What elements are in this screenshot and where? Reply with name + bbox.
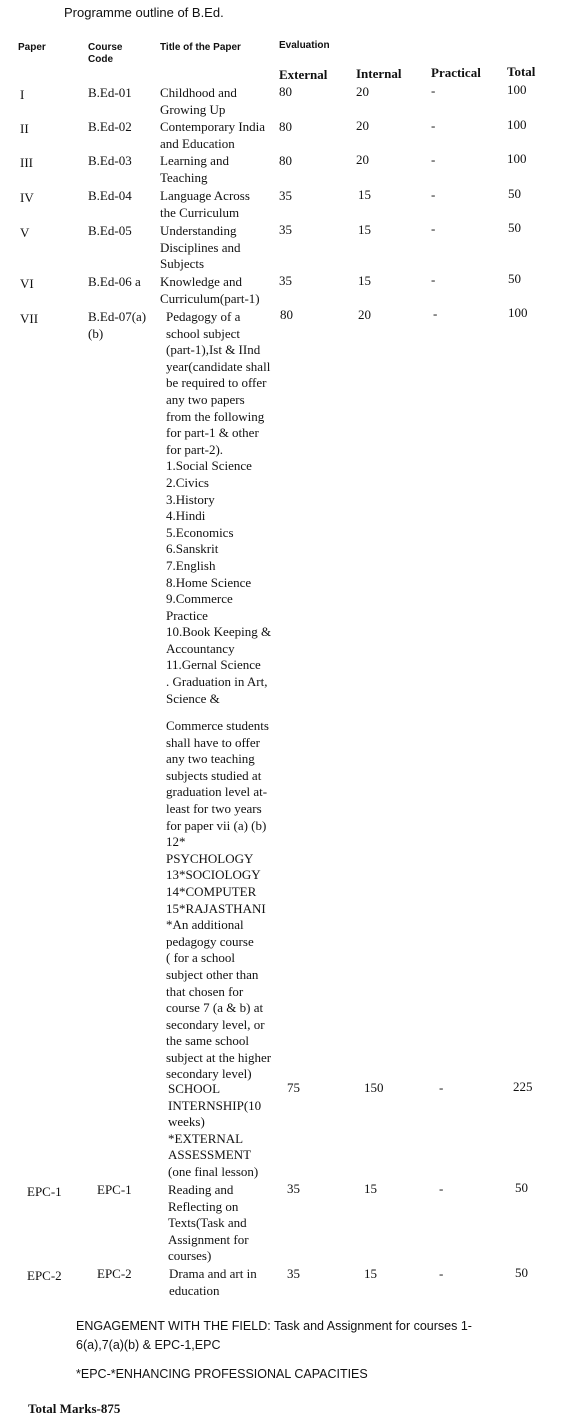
row-1-code: B.Ed-01 xyxy=(88,85,132,100)
epc-1-practical: - xyxy=(439,1181,444,1196)
row-6-practical: - xyxy=(431,272,436,287)
row-4-code: B.Ed-04 xyxy=(88,188,132,203)
page-title: Programme outline of B.Ed. xyxy=(64,5,224,20)
row-1-paper: I xyxy=(20,87,25,102)
header-external: External xyxy=(279,67,328,82)
internship-title: SCHOOL INTERNSHIP(10 weeks) *EXTERNAL ASSESSMENT (one final lesson) xyxy=(168,1081,262,1179)
row-7-code: B.Ed-07(a) (b) xyxy=(88,309,147,341)
epc-1-title: Reading and Reflecting on Texts(Task and Assignment for courses) xyxy=(168,1182,249,1264)
row-1-external: 80 xyxy=(279,84,292,99)
row-4-internal: 15 xyxy=(358,187,371,202)
row-1-internal: 20 xyxy=(356,84,369,99)
total-marks: Total Marks-875 xyxy=(28,1401,121,1416)
row-3-internal: 20 xyxy=(356,152,369,167)
internship-external: 75 xyxy=(287,1080,300,1095)
epc-2-title: Drama and art in education xyxy=(169,1266,257,1298)
header-internal: Internal xyxy=(356,66,402,81)
row-1-practical: - xyxy=(431,83,436,98)
internship-internal: 150 xyxy=(364,1080,384,1095)
row-7-practical: - xyxy=(433,306,438,321)
header-practical: Practical xyxy=(431,65,481,80)
row-3-total: 100 xyxy=(507,151,527,166)
row-7-paper: VII xyxy=(20,311,39,326)
epc-2-external: 35 xyxy=(287,1266,300,1281)
row-4-paper: IV xyxy=(20,190,34,205)
epc-2-code: EPC-2 xyxy=(97,1266,132,1281)
epc-2-internal: 15 xyxy=(364,1266,377,1281)
row-6-total: 50 xyxy=(508,271,521,286)
epc-1-internal: 15 xyxy=(364,1181,377,1196)
row-2-practical: - xyxy=(431,118,436,133)
epc-2-total: 50 xyxy=(515,1265,528,1280)
row-3-external: 80 xyxy=(279,153,292,168)
row-4-practical: - xyxy=(431,187,436,202)
epc-1-external: 35 xyxy=(287,1181,300,1196)
row-3-paper: III xyxy=(20,155,33,170)
row-5-practical: - xyxy=(431,221,436,236)
row-7-internal: 20 xyxy=(358,307,371,322)
row-5-code: B.Ed-05 xyxy=(88,223,132,238)
row-3-title: Learning and Teaching xyxy=(160,153,229,185)
row-3-code: B.Ed-03 xyxy=(88,153,132,168)
row-6-external: 35 xyxy=(279,273,292,288)
epc-2-practical: - xyxy=(439,1266,444,1281)
engagement-note: ENGAGEMENT WITH THE FIELD: Task and Assignment for courses 1- 6(a),7(a)(b) & EPC-1,EPC xyxy=(76,1319,472,1352)
row-2-external: 80 xyxy=(279,119,292,134)
epc-1-code: EPC-1 xyxy=(97,1182,132,1197)
internship-total: 225 xyxy=(513,1079,533,1094)
header-title: Title of the Paper xyxy=(160,42,241,53)
row-7-title: Pedagogy of a school subject (part-1),Ist & IInd year(candidate shall be required to offer any two papers from the following for part-1 & other for part-2). 1.Social Science 2.Civics 3.History 4.Hindi 5.Economics 6.Sanskrit 7.English 8.Home Science 9.Commerce Practice 10.Book Keeping & Accountancy 11.Gernal Science . Graduation in Art, Science & xyxy=(166,309,272,706)
header-total: Total xyxy=(507,64,536,79)
row-5-internal: 15 xyxy=(358,222,371,237)
internship-practical: - xyxy=(439,1080,444,1095)
row-5-paper: V xyxy=(20,225,30,240)
row-4-title: Language Across the Curriculum xyxy=(160,188,250,220)
epc-2-paper: EPC-2 xyxy=(27,1268,62,1283)
row-2-internal: 20 xyxy=(356,118,369,133)
row-3-practical: - xyxy=(431,152,436,167)
row-2-paper: II xyxy=(20,121,29,136)
epc-1-total: 50 xyxy=(515,1180,528,1195)
epc-note: *EPC-*ENHANCING PROFESSIONAL CAPACITIES xyxy=(76,1367,368,1381)
row-7-external: 80 xyxy=(280,307,293,322)
row-6-title: Knowledge and Curriculum(part-1) xyxy=(160,274,260,306)
row-4-total: 50 xyxy=(508,186,521,201)
row-4-external: 35 xyxy=(279,188,292,203)
header-course-code: Course Code xyxy=(88,42,123,65)
row-2-total: 100 xyxy=(507,117,527,132)
epc-1-paper: EPC-1 xyxy=(27,1184,62,1199)
row-5-external: 35 xyxy=(279,222,292,237)
row-1-title: Childhood and Growing Up xyxy=(160,85,237,117)
row-6-internal: 15 xyxy=(358,273,371,288)
row-5-total: 50 xyxy=(508,220,521,235)
row-2-code: B.Ed-02 xyxy=(88,119,132,134)
header-evaluation: Evaluation xyxy=(279,40,330,51)
row-6-paper: VI xyxy=(20,276,34,291)
header-paper: Paper xyxy=(18,42,46,53)
row-1-total: 100 xyxy=(507,82,527,97)
row-7-title-continuation: Commerce students shall have to offer any two teaching subjects studied at graduation level at- least for two years for paper vii (a) (b) 12* PSYCHOLOGY 13*SOCIOLOGY 14*COMPUTER 15*RAJASTHANI *An additional pedagogy course ( for a school subject other than that chosen for course 7 (a & b) at secondary level, or the same school subject at the higher secondary level) xyxy=(166,718,272,1082)
row-7-total: 100 xyxy=(508,305,528,320)
row-5-title: Understanding Disciplines and Subjects xyxy=(160,223,241,272)
row-2-title: Contemporary India and Education xyxy=(160,119,266,151)
row-6-code: B.Ed-06 a xyxy=(88,274,141,289)
